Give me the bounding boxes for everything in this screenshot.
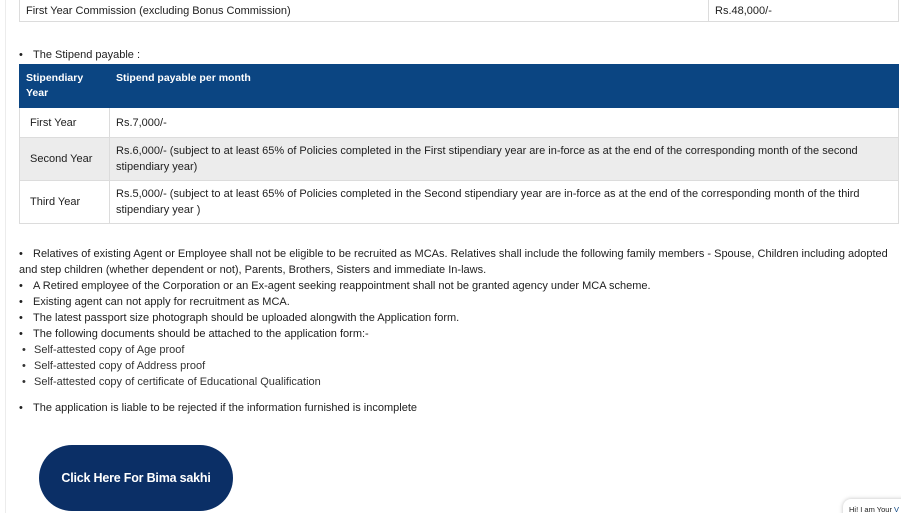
relatives-note <box>19 246 889 278</box>
bullet-icon: • <box>19 328 23 340</box>
row-amount: Rs.5,000/- (subject to at least 65% of Policies completed in the Second stipendiary year are in-force as at the end of the corresponding month of the third stipendiary year ) <box>110 181 899 224</box>
list-item <box>19 278 651 294</box>
table-row <box>20 181 899 224</box>
row-amount: Rs.7,000/- <box>110 108 899 138</box>
notes-list <box>19 278 651 342</box>
bullet-icon: • <box>19 296 23 308</box>
documents-list <box>19 342 321 390</box>
list-item-text: Existing agent can not apply for recruitment as MCA. <box>33 296 290 308</box>
bullet-icon: • <box>19 280 23 292</box>
bullet-icon: • <box>19 248 23 260</box>
chat-widget-text: Hi! I am Your <box>849 505 892 513</box>
bima-sakhi-button[interactable] <box>39 445 233 511</box>
rejection-note <box>19 400 417 416</box>
list-item <box>19 374 321 390</box>
relatives-note-text: Relatives of existing Agent or Employee shall not be eligible to be recruited as MCAs. Relatives shall include the following family members - Spouse, Children including adopted and step children (whether dependent or not), Parents, Brothers, Sisters and immediate In-laws. <box>19 248 888 276</box>
header-stipend-payable: Stipend payable per month <box>110 65 899 108</box>
list-item-text: Self-attested copy of certificate of Educational Qualification <box>34 376 321 388</box>
row-year: Third Year <box>20 181 110 224</box>
row-amount: Rs.6,000/- (subject to at least 65% of Policies completed in the First stipendiary year are in-force as at the end of the corresponding month of the second stipendiary year) <box>110 138 899 181</box>
left-divider <box>5 0 6 513</box>
stipend-heading <box>19 47 140 63</box>
list-item <box>19 326 651 342</box>
bullet-icon: • <box>19 49 23 61</box>
list-item <box>19 358 321 374</box>
bullet-icon: • <box>19 402 23 414</box>
list-item-text: The latest passport size photograph should be uploaded alongwith the Application form. <box>33 312 460 324</box>
chat-widget[interactable] <box>843 499 901 513</box>
bullet-icon: • <box>22 360 26 372</box>
commission-label: First Year Commission (excluding Bonus Commission) <box>20 0 709 22</box>
stipend-header-row <box>20 65 899 108</box>
table-row <box>20 108 899 138</box>
bullet-icon: • <box>19 312 23 324</box>
list-item <box>19 310 651 326</box>
commission-table <box>19 0 899 22</box>
list-item-text: A Retired employee of the Corporation or an Ex-agent seeking reappointment shall not be granted agency under MCA scheme. <box>33 280 651 292</box>
list-item <box>19 294 651 310</box>
list-item <box>19 342 321 358</box>
list-item-text: Self-attested copy of Address proof <box>34 360 206 372</box>
list-item-text: The following documents should be attached to the application form:- <box>33 328 369 340</box>
bima-sakhi-button-label: Click Here For Bima sakhi <box>61 471 211 485</box>
header-stipendiary-year: Stipendiary Year <box>20 65 110 108</box>
bullet-icon: • <box>22 344 26 356</box>
commission-value: Rs.48,000/- <box>709 0 899 22</box>
chat-widget-accent: V <box>894 505 900 513</box>
bullet-icon: • <box>22 376 26 388</box>
row-year: First Year <box>20 108 110 138</box>
stipend-heading-text: The Stipend payable : <box>33 49 141 61</box>
table-row <box>20 138 899 181</box>
rejection-note-text: The application is liable to be rejected if the information furnished is incomplete <box>33 402 417 414</box>
table-row <box>20 0 899 22</box>
row-year: Second Year <box>20 138 110 181</box>
list-item-text: Self-attested copy of Age proof <box>34 344 185 356</box>
stipend-table <box>19 64 899 224</box>
